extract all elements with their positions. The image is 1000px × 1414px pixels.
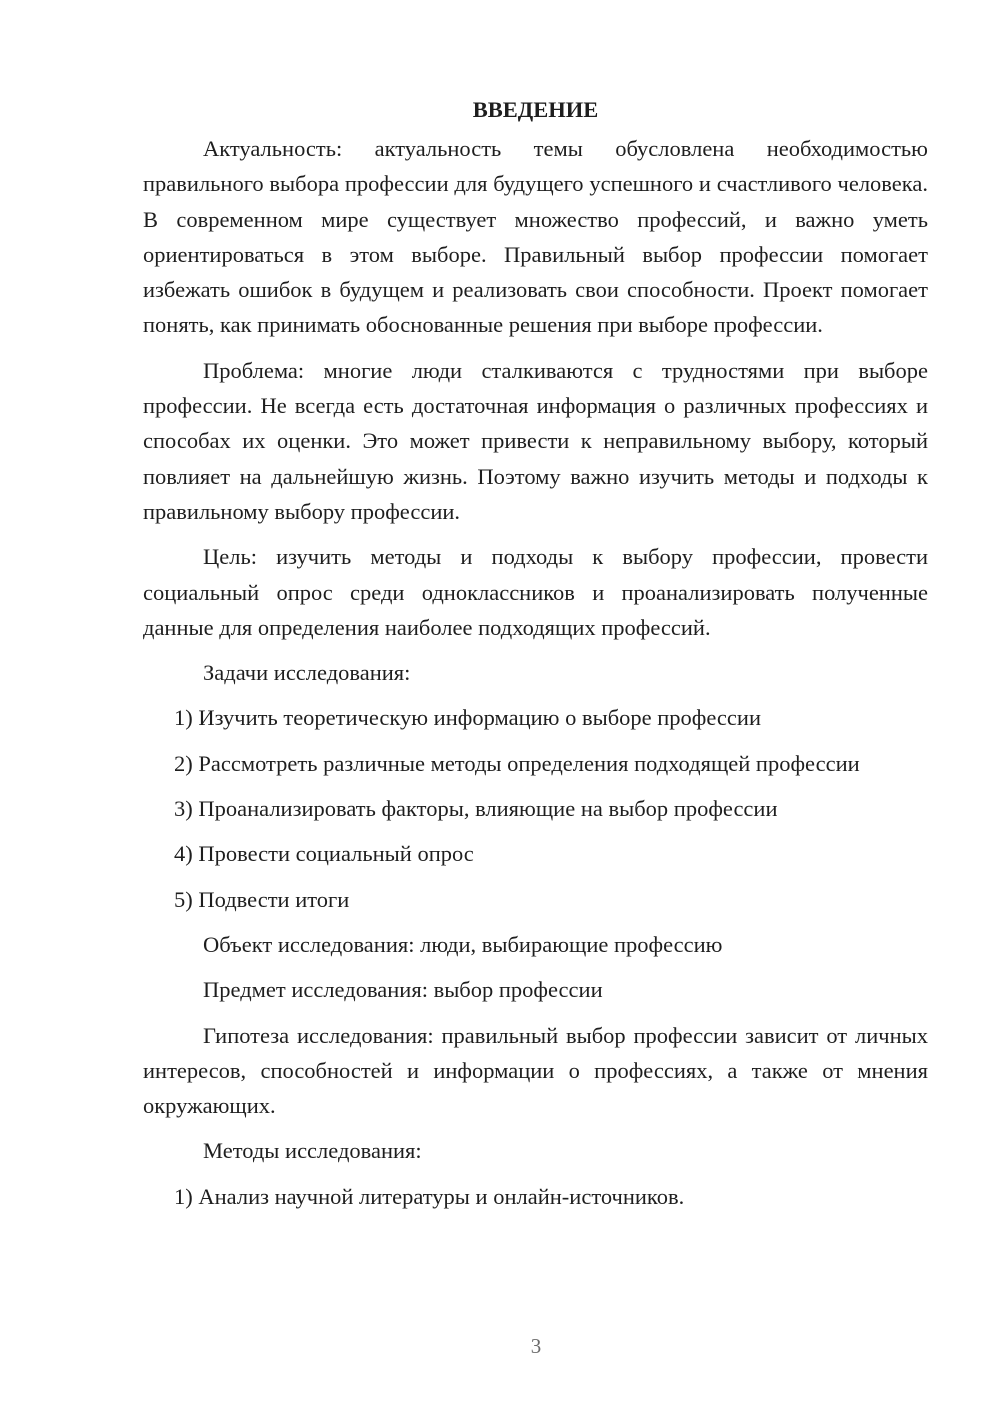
method-item: 1) Анализ научной литературы и онлайн-источников.: [174, 1183, 685, 1209]
research-object: Объект исследования: люди, выбирающие профессию: [203, 931, 723, 957]
document-page: [143, 92, 928, 1224]
page-number: 3: [530, 1334, 542, 1358]
methods-heading: Методы исследования:: [203, 1138, 422, 1164]
problem-paragraph: Проблема: многие люди сталкиваются с трудностями при выборе профессии. Не всегда есть достаточная информация о различных профессиях и способах их оценки. Это может привести к неправильному выбору, который повлияет на дальнейшую жизнь. Поэтому важно изучить методы и подходы к правильному выбору профессии.: [143, 357, 928, 524]
task-item: 5) Подвести итоги: [174, 886, 350, 912]
page-title: ВВЕДЕНИЕ: [472, 97, 599, 122]
research-subject: Предмет исследования: выбор профессии: [203, 977, 603, 1003]
task-item: 3) Проанализировать факторы, влияющие на выбор профессии: [174, 796, 778, 822]
task-item: 1) Изучить теоретическую информацию о выборе профессии: [174, 705, 761, 731]
relevance-paragraph: Актуальность: актуальность темы обусловлена необходимостью правильного выбора профессии для будущего успешного и счастливого человека. В современном мире существует множество профессий, и важно уметь ориентироваться в этом выборе. Правильный выбор профессии помогает избежать ошибок в будущем и реализовать свои способности. Проект помогает понять, как принимать обоснованные решения при выборе профессии.: [143, 136, 928, 338]
task-item: 4) Провести социальный опрос: [174, 841, 474, 867]
hypothesis-paragraph: Гипотеза исследования: правильный выбор профессии зависит от личных интересов, способностей и информации о профессиях, а также от мнения окружающих.: [143, 1022, 928, 1119]
task-item: 2) Рассмотреть различные методы определения подходящей профессии: [174, 750, 860, 776]
goal-paragraph: Цель: изучить методы и подходы к выбору профессии, провести социальный опрос среди одноклассников и проанализировать полученные данные для определения наиболее подходящих профессий.: [143, 544, 928, 640]
tasks-heading: Задачи исследования:: [203, 660, 411, 686]
